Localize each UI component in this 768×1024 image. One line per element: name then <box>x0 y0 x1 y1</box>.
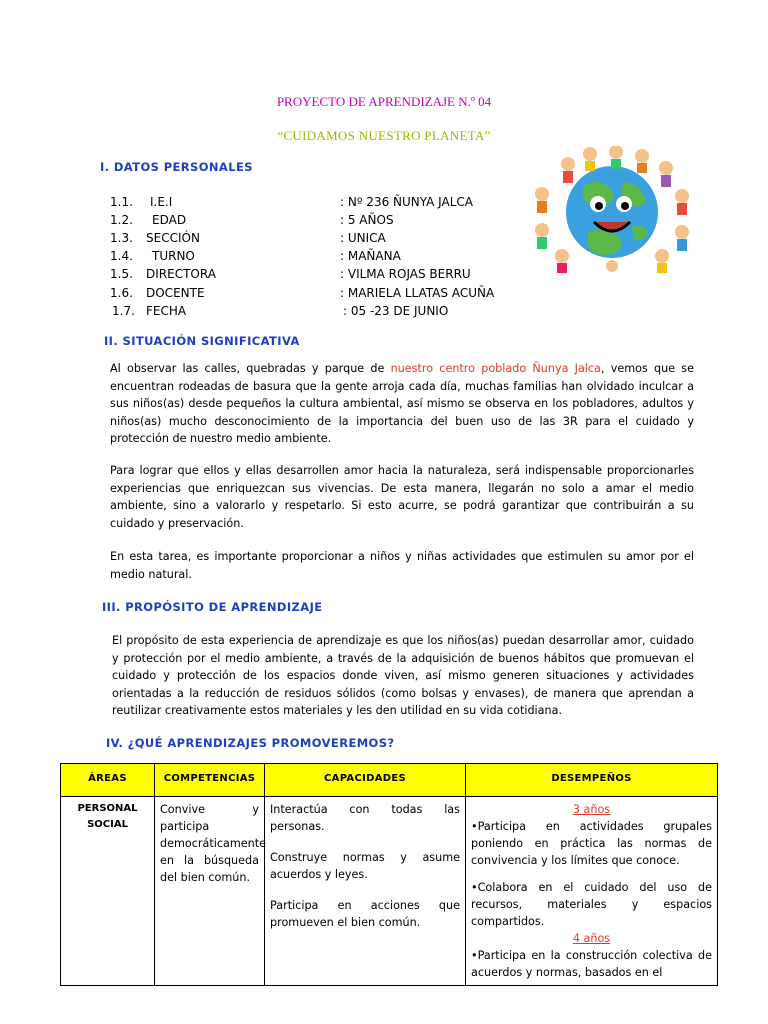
bullet-icon: • <box>471 820 478 833</box>
situacion-text: Al observar las calles, quebradas y parque de <box>110 362 391 375</box>
aprendizajes-table <box>60 763 718 986</box>
datos-value: : VILMA ROJAS BERRU <box>340 267 471 281</box>
datos-num: 1.5. <box>110 267 133 281</box>
datos-value: : MARIELA LLATAS ACUÑA <box>340 286 495 300</box>
datos-num: 1.2. <box>110 213 133 227</box>
area-cell: PERSONAL SOCIAL <box>61 797 155 986</box>
capacidad-item: Construye normas y asume acuerdos y leyes. <box>270 851 460 881</box>
datos-num: 1.6. <box>110 286 133 300</box>
datos-num: 1.1. <box>110 195 133 209</box>
desempeno-text: Colabora en el cuidado del uso de recursos, materiales y espacios compartidos. <box>471 881 712 928</box>
bullet-icon: • <box>471 949 478 962</box>
proposito-paragraph: El propósito de esta experiencia de aprendizaje es que los niños(as) puedan desarrollar amor, cuidado y protección por el medio ambiente, a través de la adquisición de buenos hábitos que promuevan el cuidado y protección de los espacios donde viven, así mismo generen situaciones y actividades orientadas a la reducción de residuos sólidos (como bolsas y envases), de manera que aprendan a reutilizar creativamente estos materiales y les den utilidad en su vida cotidiana. <box>112 634 694 717</box>
desempeno-text: Participa en la construcción colectiva de acuerdos y normas, basados en el <box>471 949 712 979</box>
age-label-4: 4 años <box>572 932 611 945</box>
capacidades-cell <box>265 797 466 986</box>
datos-label: DOCENTE <box>146 286 205 300</box>
bullet-icon: • <box>471 881 478 894</box>
section-situacion: II. SITUACIÓN SIGNIFICATIVA <box>104 334 300 348</box>
datos-label: EDAD <box>152 213 187 227</box>
capacidad-item: Participa en acciones que promueven el bien común. <box>270 899 460 929</box>
datos-num: 1.3. <box>110 231 133 245</box>
datos-value: : MAÑANA <box>340 249 401 263</box>
datos-label: SECCIÓN <box>146 231 200 245</box>
datos-num: 1.7. <box>112 304 135 318</box>
section-proposito: III. PROPÓSITO DE APRENDIZAJE <box>102 600 323 614</box>
age-label-3: 3 años <box>572 803 611 816</box>
situacion-text: , vemos que se encuentran rodeadas de basura que la gente arroja cada día, muchas familias han olvidado inculcar a sus niños(as) desde pequeños la cultura ambiental, así mismo se observa en los pobladores, adultos y niños(as) mucho desconocimiento de la importancia del buen uso de las 3R para el cuidado y protección de nuestro medio ambiente. <box>110 362 694 445</box>
header-competencias: COMPETENCIAS <box>155 764 265 797</box>
datos-num: 1.4. <box>110 249 133 263</box>
datos-value: : 05 -23 DE JUNIO <box>343 304 449 318</box>
datos-label: DIRECTORA <box>146 267 216 281</box>
project-subtitle: “CUIDAMOS NUESTRO PLANETA” <box>277 128 491 143</box>
section-aprendizajes: IV. ¿QUÉ APRENDIZAJES PROMOVEREMOS? <box>106 736 395 750</box>
desempeno-item <box>471 947 712 981</box>
header-capacidades: CAPACIDADES <box>265 764 466 797</box>
desempeno-text: Participa en actividades grupales poniendo en práctica las normas de convivencia y los límites que conoce. <box>471 820 712 867</box>
datos-label: FECHA <box>146 304 187 318</box>
header-areas: ÁREAS <box>61 764 155 797</box>
table-row <box>61 797 718 986</box>
datos-value: : 5 AÑOS <box>340 213 394 227</box>
datos-label: I.E.I <box>150 195 173 209</box>
situacion-highlight: nuestro centro poblado Ñunya Jalca <box>390 362 601 375</box>
capacidad-item: Interactúa con todas las personas. <box>270 803 460 833</box>
competencia-cell: Convive y participa democráticamente en la búsqueda del bien común. <box>155 797 265 986</box>
desempenos-cell <box>466 797 718 986</box>
table-header-row <box>61 764 718 797</box>
datos-value: : UNICA <box>340 231 386 245</box>
datos-label: TURNO <box>152 249 195 263</box>
earth-children-illustration <box>528 146 696 276</box>
desempeno-item <box>471 818 712 869</box>
situacion-paragraph-1 <box>110 360 694 448</box>
datos-value: : Nº 236 ÑUNYA JALCA <box>340 195 473 209</box>
desempeno-item <box>471 879 712 930</box>
section-datos-personales: I. DATOS PERSONALES <box>100 160 253 174</box>
situacion-paragraph-2: Para lograr que ellos y ellas desarrollen amor hacia la naturaleza, será indispensable proporcionarles experiencias que enriquezcan sus vivencias. De esta manera, llegarán no solo a amar el medio ambiente, sino a valorarlo y respetarlo. Si esto acurre, se podrá garantizar que contribuirán a su cuidado y preservación. <box>110 464 694 530</box>
header-desempenos: DESEMPEÑOS <box>466 764 718 797</box>
situacion-paragraph-3: En esta tarea, es importante proporcionar a niños y niñas actividades que estimulen su amor por el medio natural. <box>110 550 694 581</box>
document-title: PROYECTO DE APRENDIZAJE N.º 04 <box>276 94 492 109</box>
